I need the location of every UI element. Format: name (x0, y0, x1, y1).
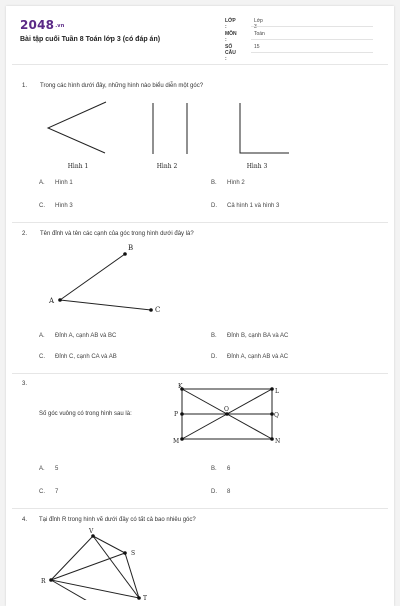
question-2-option-b[interactable]: B. Đỉnh B, cạnh BA và AC (211, 333, 289, 339)
meta-divider (251, 39, 373, 40)
label-l: L (275, 388, 279, 395)
label-k: K (178, 383, 183, 390)
question-3-number: 3. (22, 381, 28, 387)
meta-count-key: SỐ CÂU : (225, 44, 236, 62)
logo-suffix: .vn (55, 22, 65, 29)
meta-divider (251, 26, 373, 27)
meta-count-value: 15 (254, 44, 260, 50)
question-1-option-a[interactable]: A. Hình 1 (39, 180, 73, 186)
figure-3-angle (240, 103, 289, 153)
label-c: C (155, 306, 161, 314)
question-2-number: 2. (22, 231, 28, 237)
question-divider (12, 222, 388, 223)
question-1-figures (6, 91, 394, 173)
label-a: A (49, 297, 55, 305)
question-divider (12, 373, 388, 374)
label-r: R (41, 578, 46, 585)
site-logo[interactable] (20, 18, 65, 32)
point-r (49, 578, 53, 582)
question-4-figure (6, 524, 206, 600)
question-3-text: Số góc vuông có trong hình sau là: (39, 411, 132, 417)
question-4-number: 4. (22, 517, 28, 523)
label-b: B (128, 244, 134, 252)
question-2-option-d[interactable]: D. Đỉnh A, cạnh AB và AC (211, 354, 289, 360)
label-q: Q (274, 412, 279, 419)
ray-ac (60, 300, 151, 310)
label-p: P (174, 411, 179, 418)
point-s (123, 551, 127, 555)
label-o: O (224, 406, 229, 413)
figure-1-angle (48, 102, 106, 153)
question-3-figure (156, 379, 296, 451)
point-t (137, 596, 141, 600)
question-2-text: Tên đỉnh và tên các cạnh của góc trong hình dưới đây là? (40, 231, 194, 237)
question-2-option-a[interactable]: A. Đỉnh A, cạnh AB và BC (39, 333, 117, 339)
figure-1-caption: Hình 1 (67, 163, 89, 170)
label-v: V (89, 528, 94, 535)
meta-divider (251, 52, 373, 53)
segment-rs (51, 553, 125, 580)
point-p (180, 412, 184, 416)
meta-class-value: Lớp 3 (254, 18, 263, 30)
logo-text: 2048 (20, 18, 55, 32)
figure-2-caption: Hình 2 (156, 163, 178, 170)
worksheet-page (6, 6, 394, 606)
meta-subject-key: MÔN : (225, 31, 237, 43)
question-1-text: Trong các hình dưới đây, những hình nào biểu diễn một góc? (40, 83, 204, 89)
label-n: N (275, 438, 281, 445)
question-3-option-d[interactable]: D. 8 (211, 489, 231, 495)
question-3-option-b[interactable]: B. 6 (211, 466, 231, 472)
question-2-option-c[interactable]: C. Đỉnh C, cạnh CA và AB (39, 354, 117, 360)
vertex-a-point (58, 298, 62, 302)
point-b (123, 252, 127, 256)
worksheet-title: Bài tập cuối Tuần 8 Toán lớp 3 (có đáp án) (20, 36, 161, 43)
figure-3-caption: Hình 3 (246, 163, 268, 170)
question-4-text: Tại đỉnh R trong hình vẽ dưới đây có tất cả bao nhiêu góc? (39, 517, 196, 523)
point-l (270, 387, 274, 391)
segment-r-down (51, 580, 96, 600)
header-divider (12, 64, 388, 65)
question-3-option-a[interactable]: A. 5 (39, 466, 59, 472)
question-1-option-d[interactable]: D. Cả hình 1 và hình 3 (211, 203, 280, 209)
label-t: T (143, 595, 148, 600)
question-2-figure (6, 238, 394, 323)
question-1-option-c[interactable]: C. Hình 3 (39, 203, 73, 209)
label-m: M (173, 438, 180, 445)
segment-vt (93, 536, 139, 598)
question-3-option-c[interactable]: C. 7 (39, 489, 59, 495)
ray-ab (60, 254, 125, 300)
point-n (270, 437, 274, 441)
meta-subject-value: Toán (254, 31, 265, 37)
point-c (149, 308, 153, 312)
point-m (180, 437, 184, 441)
question-divider (12, 508, 388, 509)
question-1-option-b[interactable]: B. Hình 2 (211, 180, 245, 186)
meta-class-key: LỚP : (225, 18, 236, 30)
quadrilateral-vstr (51, 536, 139, 598)
question-1-number: 1. (22, 83, 28, 89)
label-s: S (131, 550, 136, 557)
